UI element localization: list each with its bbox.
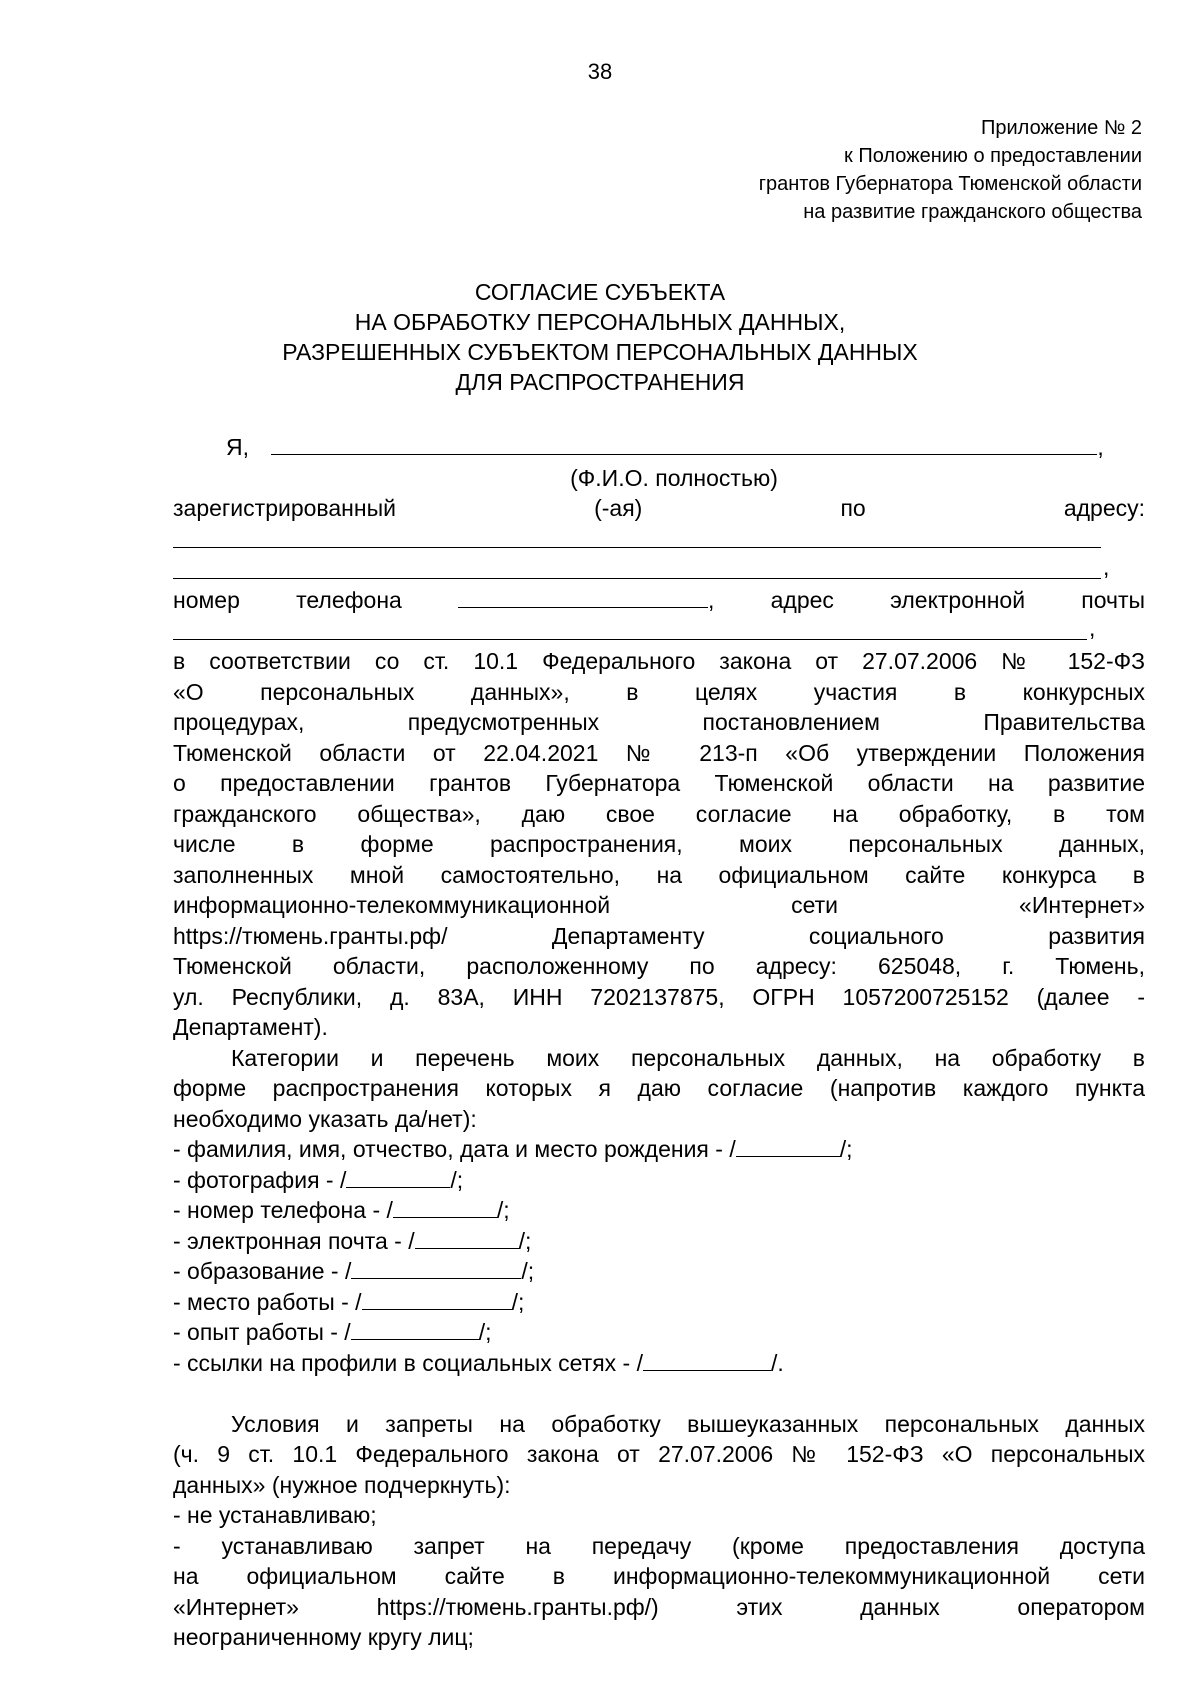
address-label-row — [173, 493, 1145, 524]
paragraph-line: форме распространения которых я даю согласие (напротив каждого пункта — [173, 1075, 1145, 1101]
item-end: /. — [771, 1349, 784, 1376]
registered-word: зарегистрированный — [173, 495, 396, 521]
answer-field[interactable] — [362, 1287, 512, 1310]
option-not-set[interactable]: - не устанавливаю; — [173, 1502, 377, 1528]
answer-field[interactable] — [351, 1256, 521, 1279]
answer-field[interactable] — [643, 1348, 771, 1371]
paragraph-line: Категории и перечень моих персональных данных, на обработку в — [231, 1044, 1145, 1071]
aya-word: (-ая) — [594, 495, 643, 521]
phone-email-row — [173, 585, 1145, 616]
page-number: 38 — [587, 59, 613, 84]
appendix-line: грантов Губернатора Тюменской области — [758, 173, 1142, 195]
list-item — [173, 1287, 1145, 1318]
paragraph-line: Условия и запреты на обработку вышеуказанных персональных данных — [231, 1410, 1145, 1437]
appendix-note — [442, 114, 1142, 226]
item-end: /; — [450, 1166, 464, 1193]
item-end: /; — [496, 1197, 510, 1223]
title-line: СОГЛАСИЕ СУБЪЕКТА — [474, 279, 726, 305]
comma: , — [1103, 554, 1110, 580]
item-label: - электронная почта - / — [173, 1227, 415, 1254]
item-label: - образование - / — [173, 1258, 352, 1284]
paragraph-line: числе в форме распространения, моих персональных данных, — [173, 831, 1145, 857]
comma: , — [1089, 615, 1096, 641]
phone-word: телефона — [296, 586, 402, 613]
paragraph-line: данных» (нужное подчеркнуть): — [173, 1471, 511, 1498]
item-end: /; — [478, 1319, 492, 1345]
po-word: по — [840, 495, 866, 521]
email-word: адрес — [770, 586, 834, 613]
paragraph-line: «О персональных данных», в целях участия в конкурсных — [173, 678, 1145, 705]
appendix-line: к Положению о предоставлении — [844, 145, 1142, 167]
list-item — [173, 1165, 1145, 1196]
paragraph-line: Тюменской области, расположенному по адресу: 625048, г. Тюмень, — [173, 953, 1145, 979]
title-line: НА ОБРАБОТКУ ПЕРСОНАЛЬНЫХ ДАННЫХ, — [354, 309, 846, 335]
item-label: - фамилия, имя, отчество, дата и место рождения - / — [173, 1136, 736, 1162]
item-end: /; — [511, 1288, 525, 1315]
fio-row — [173, 432, 1145, 463]
list-item — [173, 1317, 1145, 1348]
item-label: - номер телефона - / — [173, 1197, 393, 1223]
appendix-line: Приложение № 2 — [981, 117, 1142, 139]
phone-field[interactable] — [458, 585, 708, 608]
comma: , — [1097, 434, 1104, 460]
title-line: ДЛЯ РАСПРОСТРАНЕНИЯ — [455, 369, 745, 395]
paragraph-line: неограниченному кругу лиц; — [173, 1624, 474, 1650]
paragraph-line: необходимо указать да/нет): — [173, 1105, 477, 1132]
comma: , — [708, 586, 715, 613]
address-field-1[interactable] — [173, 524, 1145, 555]
address-word: адресу: — [1063, 495, 1145, 521]
answer-field[interactable] — [736, 1134, 840, 1157]
answer-field[interactable] — [415, 1226, 519, 1249]
paragraph-line: «Интернет» https://тюмень.гранты.рф/) этих данных оператором — [173, 1593, 1145, 1620]
paragraph-line: в соответствии со ст. 10.1 Федерального закона от 27.07.2006 № 152-ФЗ — [173, 648, 1145, 674]
email-field[interactable] — [173, 615, 1145, 646]
fio-field[interactable] — [271, 432, 1097, 455]
email-word: почты — [1081, 586, 1146, 613]
paragraph-line: https://тюмень.гранты.рф/ Департаменту социального развития — [173, 922, 1145, 949]
paragraph-line[interactable]: - устанавливаю запрет на передачу (кроме предоставления доступа — [173, 1532, 1145, 1559]
item-label: - фотография - / — [173, 1166, 347, 1193]
personal-info-form — [173, 432, 1145, 646]
address-field-2[interactable] — [173, 554, 1145, 585]
paragraph-line: процедурах, предусмотренных постановлением Правительства — [173, 709, 1145, 735]
paragraph-line: о предоставлении грантов Губернатора Тюменской области на развитие — [173, 770, 1145, 796]
paragraph-line: информационно-телекоммуникационной сети «Интернет» — [173, 892, 1145, 918]
item-end: /; — [839, 1136, 853, 1162]
phone-word: номер — [173, 586, 240, 613]
consent-paragraph — [173, 646, 1145, 1653]
paragraph-line: (ч. 9 ст. 10.1 Федерального закона от 27.07.2006 № 152-ФЗ «О персональных — [173, 1441, 1145, 1467]
answer-field[interactable] — [346, 1165, 450, 1188]
title-line: РАЗРЕШЕННЫХ СУБЪЕКТОМ ПЕРСОНАЛЬНЫХ ДАННЫХ — [282, 339, 918, 365]
answer-field[interactable] — [393, 1195, 497, 1218]
item-label: - ссылки на профили в социальных сетях - / — [173, 1349, 643, 1376]
item-label: - место работы - / — [173, 1288, 362, 1315]
paragraph-line: Тюменской области от 22.04.2021 № 213-п «Об утверждении Положения — [173, 739, 1145, 766]
paragraph-line: на официальном сайте в информационно-телекоммуникационной сети — [173, 1563, 1145, 1589]
paragraph-line: заполненных мной самостоятельно, на официальном сайте конкурса в — [173, 861, 1145, 888]
item-end: /; — [521, 1258, 535, 1284]
answer-field[interactable] — [351, 1317, 479, 1340]
fio-hint: (Ф.И.О. полностью) — [570, 464, 778, 491]
paragraph-line: Департамент). — [173, 1014, 328, 1040]
paragraph-line: гражданского общества», даю свое согласие на обработку, в том — [173, 800, 1145, 827]
list-item — [173, 1256, 1145, 1287]
item-end: /; — [518, 1227, 532, 1254]
list-item — [173, 1226, 1145, 1257]
paragraph-line: ул. Республики, д. 83А, ИНН 7202137875, ОГРН 1057200725152 (далее - — [173, 983, 1145, 1010]
item-label: - опыт работы - / — [173, 1319, 351, 1345]
appendix-line: на развитие гражданского общества — [803, 201, 1142, 223]
email-word: электронной — [890, 586, 1026, 613]
list-item — [173, 1195, 1145, 1226]
ya-label: Я, — [226, 434, 249, 460]
document-title — [0, 277, 1200, 397]
list-item — [173, 1348, 1145, 1379]
list-item — [173, 1134, 1145, 1165]
